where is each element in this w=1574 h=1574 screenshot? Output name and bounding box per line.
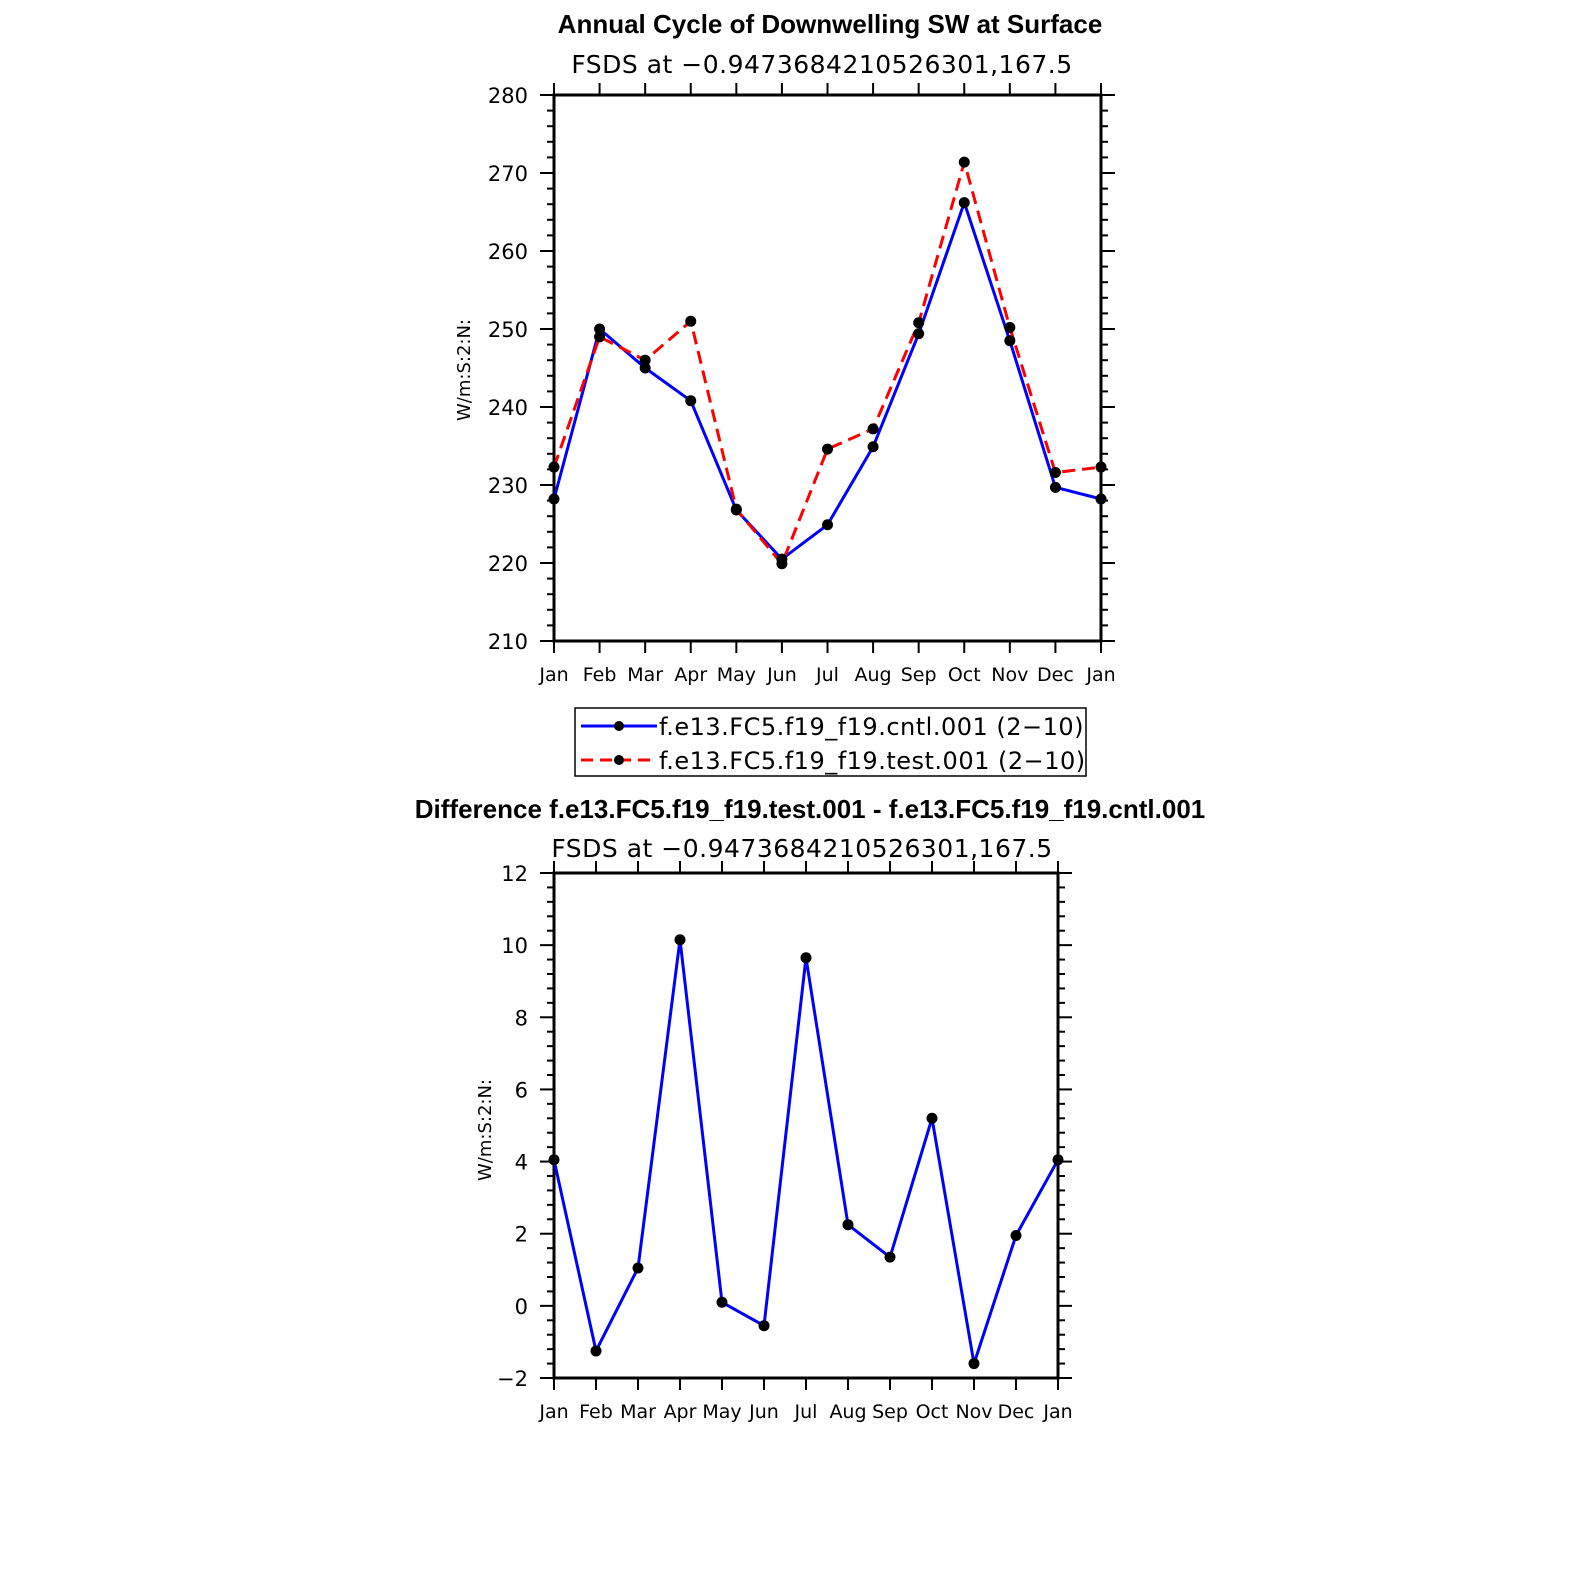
x-tick-label: Nov bbox=[955, 1401, 993, 1423]
x-tick-label: Jul bbox=[816, 664, 839, 686]
data-point bbox=[675, 934, 686, 945]
chart-title: Annual Cycle of Downwelling SW at Surface bbox=[557, 9, 1103, 39]
data-point bbox=[776, 558, 787, 569]
y-tick-label: 240 bbox=[487, 396, 528, 420]
data-point bbox=[1050, 467, 1061, 478]
x-tick-label: Jan bbox=[539, 664, 569, 686]
y-tick-label: 6 bbox=[514, 1078, 528, 1103]
data-point bbox=[1096, 462, 1107, 473]
data-point bbox=[1004, 335, 1015, 346]
x-tick-label: Jan bbox=[539, 1401, 569, 1423]
y-tick-label: 280 bbox=[487, 84, 528, 108]
data-point bbox=[1004, 322, 1015, 333]
data-point bbox=[591, 1345, 602, 1356]
data-point bbox=[868, 441, 879, 452]
legend-label-cntl: f.e13.FC5.f19_f19.cntl.001 (2−10) bbox=[659, 713, 1085, 741]
data-point bbox=[868, 423, 879, 434]
y-axis-label: W/m:S:2:N: bbox=[475, 1079, 496, 1181]
series-group bbox=[549, 934, 1064, 1369]
x-tick-label: Jan bbox=[1043, 1401, 1073, 1423]
y-tick-label: 250 bbox=[487, 318, 528, 342]
x-tick-label: Dec bbox=[997, 1401, 1035, 1423]
data-point bbox=[1050, 482, 1061, 493]
data-point bbox=[1053, 1154, 1064, 1165]
x-tick-label: Oct bbox=[947, 664, 981, 686]
x-tick-label: Feb bbox=[582, 664, 617, 686]
data-point bbox=[959, 157, 970, 168]
x-tick-label: May bbox=[702, 1401, 742, 1423]
data-point bbox=[822, 519, 833, 530]
data-point bbox=[731, 504, 742, 515]
data-point bbox=[843, 1219, 854, 1230]
y-tick-label: 0 bbox=[514, 1294, 528, 1319]
x-tick-label: Sep bbox=[872, 1401, 908, 1423]
x-tick-label: Aug bbox=[829, 1401, 867, 1423]
data-point bbox=[927, 1113, 938, 1124]
x-tick-label: Jun bbox=[767, 664, 797, 686]
chart-subtitle: FSDS at −0.9473684210526301,167.5 bbox=[551, 834, 1053, 863]
data-point bbox=[685, 395, 696, 406]
y-tick-label: 210 bbox=[487, 630, 528, 654]
x-tick-label: Nov bbox=[991, 664, 1029, 686]
y-tick-label: −2 bbox=[497, 1367, 528, 1391]
x-tick-label: Oct bbox=[915, 1401, 949, 1423]
data-point bbox=[801, 952, 812, 963]
series-line-1 bbox=[554, 162, 1101, 564]
x-tick-label: Mar bbox=[620, 1401, 656, 1423]
legend bbox=[575, 708, 1086, 776]
x-tick-label: Aug bbox=[854, 664, 892, 686]
x-tick-label: Mar bbox=[627, 664, 664, 686]
data-point bbox=[685, 316, 696, 327]
y-tick-label: 230 bbox=[487, 474, 528, 498]
x-tick-label: Dec bbox=[1037, 664, 1074, 686]
data-point bbox=[1011, 1230, 1022, 1241]
data-point bbox=[759, 1320, 770, 1331]
y-tick-label: 10 bbox=[501, 934, 528, 959]
data-point bbox=[913, 317, 924, 328]
y-axis-label: W/m:S:2:N: bbox=[454, 319, 475, 421]
data-point bbox=[885, 1252, 896, 1263]
legend-label-test: f.e13.FC5.f19_f19.test.001 (2−10) bbox=[659, 747, 1086, 775]
y-tick-label: 270 bbox=[487, 162, 528, 186]
x-tick-label: Apr bbox=[674, 664, 708, 686]
data-point bbox=[549, 1154, 560, 1165]
legend-marker-cntl bbox=[614, 721, 624, 731]
data-point bbox=[549, 462, 560, 473]
y-tick-label: 220 bbox=[487, 552, 528, 576]
x-tick-label: Jan bbox=[1086, 664, 1116, 686]
data-point bbox=[913, 328, 924, 339]
series-line-0 bbox=[554, 940, 1058, 1364]
data-point bbox=[717, 1297, 728, 1308]
data-point bbox=[633, 1262, 644, 1273]
data-point bbox=[594, 331, 605, 342]
chart-title: Difference f.e13.FC5.f19_f19.test.001 - f.e13.FC5.f19_f19.cntl.001 bbox=[414, 794, 1206, 824]
plot-frame bbox=[554, 873, 1058, 1378]
panel-annual-cycle bbox=[454, 9, 1116, 776]
series-group bbox=[549, 157, 1107, 570]
y-tick-label: 4 bbox=[514, 1150, 528, 1175]
y-tick-label: 8 bbox=[514, 1006, 528, 1031]
x-tick-label: Sep bbox=[900, 664, 937, 686]
data-point bbox=[640, 355, 651, 366]
legend-marker-test bbox=[614, 755, 624, 765]
data-point bbox=[959, 197, 970, 208]
data-point bbox=[549, 494, 560, 505]
y-tick-label: 260 bbox=[487, 240, 528, 264]
panel-difference bbox=[415, 794, 1206, 1423]
data-point bbox=[1096, 494, 1107, 505]
x-tick-label: May bbox=[716, 664, 756, 686]
y-tick-label: 12 bbox=[501, 862, 528, 886]
chart-subtitle: FSDS at −0.9473684210526301,167.5 bbox=[571, 50, 1073, 79]
y-tick-label: 2 bbox=[514, 1222, 528, 1247]
data-point bbox=[969, 1358, 980, 1369]
data-point bbox=[822, 444, 833, 455]
x-tick-label: Apr bbox=[663, 1401, 697, 1423]
series-line-0 bbox=[554, 203, 1101, 559]
x-tick-label: Jul bbox=[794, 1401, 818, 1423]
x-tick-label: Feb bbox=[579, 1401, 613, 1423]
x-tick-label: Jun bbox=[749, 1401, 779, 1423]
